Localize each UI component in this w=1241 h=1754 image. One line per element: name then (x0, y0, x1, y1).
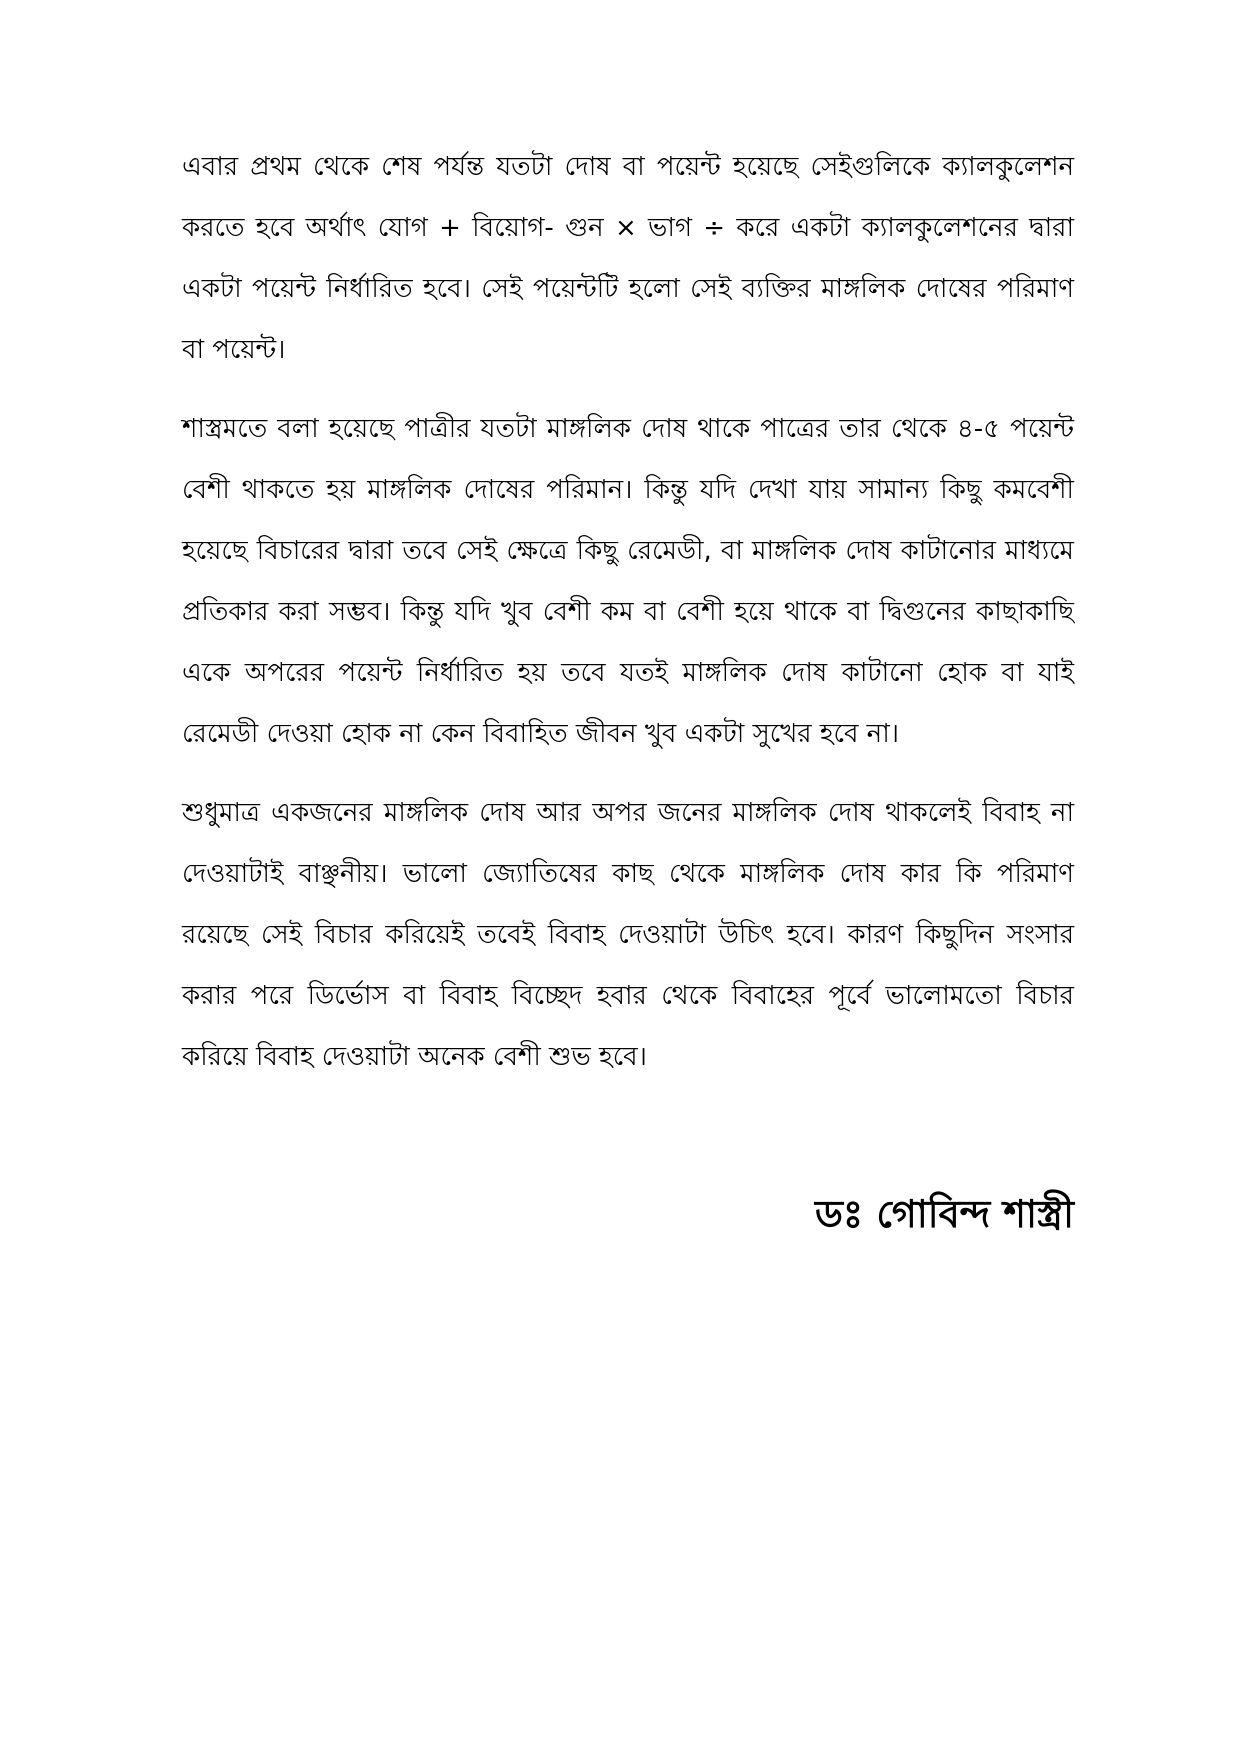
paragraph-2: শাস্ত্রমতে বলা হয়েছে পাত্রীর যতটা মাঙ্গলিক দোষ থাকে পাত্রের তার থেকে ৪-৫ পয়েন্ট বেশী থাকতে হয় মাঙ্গলিক দোষের পরিমান। কিন্তু যদি দেখা যায় সামান্য কিছু কমবেশী হয়েছে বিচারের দ্বারা তবে সেই ক্ষেত্রে কিছু রেমেডী, বা মাঙ্গলিক দোষ কাটানোর মাধ্যমে প্রতিকার করা সম্ভব। কিন্তু যদি খুব বেশী কম বা বেশী হয়ে থাকে বা দ্বিগুনের কাছাকাছি একে অপরের পয়েন্ট নির্ধারিত হয় তবে যতই মাঙ্গলিক দোষ কাটানো হোক বা যাই রেমেডী দেওয়া হোক না কেন বিবাহিত জীবন খুব একটা সুখের হবে না। (182, 414, 1074, 749)
paragraph-3: শুধুমাত্র একজনের মাঙ্গলিক দোষ আর অপর জনের মাঙ্গলিক দোষ থাকলেই বিবাহ না দেওয়াটাই বাঞ্ছনীয়। ভালো জ্যোতিষের কাছ থেকে মাঙ্গলিক দোষ কার কি পরিমাণ রয়েছে সেই বিচার করিয়েই তবেই বিবাহ দেওয়াটা উচিৎ হবে। কারণ কিছুদিন সংসার করার পরে ডির্ভোস বা বিবাহ বিচ্ছেদ হবার থেকে বিবাহের পূর্বে ভালোমতো বিচার করিয়ে বিবাহ দেওয়াটা অনেক বেশী শুভ হবে। (182, 798, 1074, 1072)
document-body (182, 137, 1074, 1106)
paragraph-1: এবার প্রথম থেকে শেষ পর্যন্ত যতটা দোষ বা পয়েন্ট হয়েছে সেইগুলিকে ক্যালকুলেশন করতে হবে অর্থাৎ যোগ + বিয়োগ- গুন × ভাগ ÷ করে একটা ক্যালকুলেশনের দ্বারা একটা পয়েন্ট নির্ধারিত হবে। সেই পয়েন্টটি হলো সেই ব্যক্তির মাঙ্গলিক দোষের পরিমাণ বা পয়েন্ট। (182, 152, 1074, 365)
author-signature: ডঃ গোবিন্দ শাস্ত্রী (814, 1192, 1074, 1236)
